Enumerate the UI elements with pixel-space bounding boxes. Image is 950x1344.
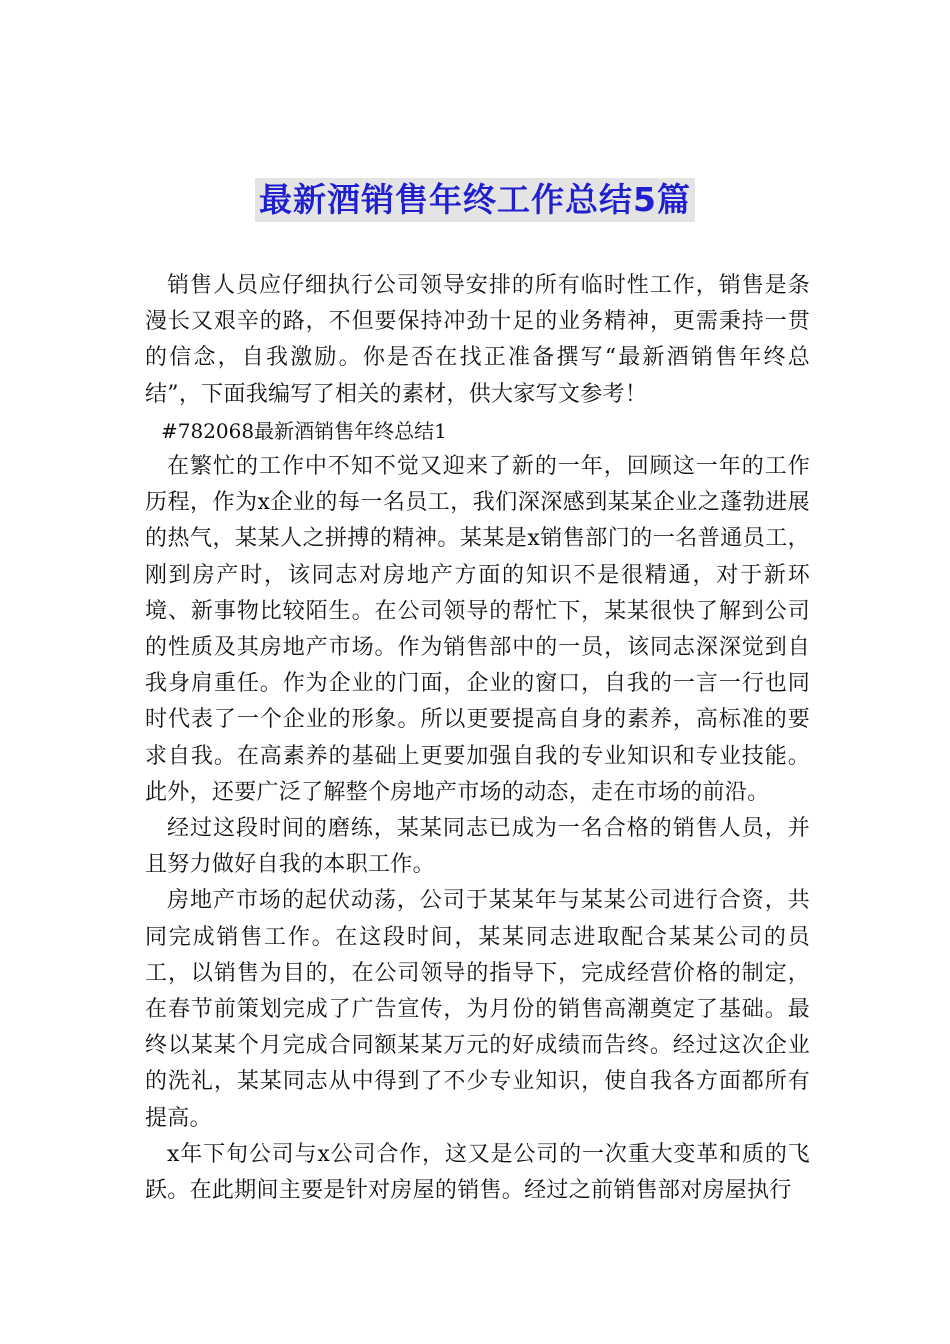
intro-paragraph: 销售人员应仔细执行公司领导安排的所有临时性工作，销售是条漫长又艰辛的路，不但要保持冲劲十足的业务精神，更需秉持一贯的信念，自我激励。你是否在找正准备撰写“最新酒销售年终总结”，下面我编写了相关的素材，供大家写文参考！ (145, 273, 810, 407)
document-body (145, 268, 810, 1209)
body-paragraph: 房地产市场的起伏动荡，公司于某某年与某某公司进行合资，共同完成销售工作。在这段时间，某某同志进取配合某某公司的员工，以销售为目的，在公司领导的指导下，完成经营价格的制定，在春节前策划完成了广告宣传，为月份的销售高潮奠定了基础。最终以某某个月完成合同额某某万元的好成绩而告终。经过这次企业的洗礼，某某同志从中得到了不少专业知识，使自我各方面都所有提高。 (145, 888, 810, 1131)
section-heading: #782068最新酒销售年终总结1 (161, 418, 447, 443)
body-paragraph: 在繁忙的工作中不知不觉又迎来了新的一年，回顾这一年的工作历程，作为x企业的每一名员工，我们深深感到某某企业之蓬勃进展的热气，某某人之拼搏的精神。某某是x销售部门的一名普通员工，刚到房产时，该同志对房地产方面的知识不是很精通，对于新环境、新事物比较陌生。在公司领导的帮忙下，某某很快了解到公司的性质及其房地产市场。作为销售部中的一员，该同志深深觉到自我身肩重任。作为企业的门面，企业的窗口，自我的一言一行也同时代表了一个企业的形象。所以更要提高自身的素养，高标准的要求自我。在高素养的基础上更要加强自我的专业知识和专业技能。此外，还要广泛了解整个房地产市场的动态，走在市场的前沿。 (145, 454, 810, 805)
document-title: 最新酒销售年终工作总结5篇 (255, 178, 695, 222)
body-paragraph: x年下旬公司与x公司合作，这又是公司的一次重大变革和质的飞跃。在此期间主要是针对房屋的销售。经过之前销售部对房屋执行 (145, 1141, 810, 1204)
title-container (0, 178, 950, 222)
body-paragraph: 经过这段时间的磨练，某某同志已成为一名合格的销售人员，并且努力做好自我的本职工作。 (145, 816, 810, 878)
